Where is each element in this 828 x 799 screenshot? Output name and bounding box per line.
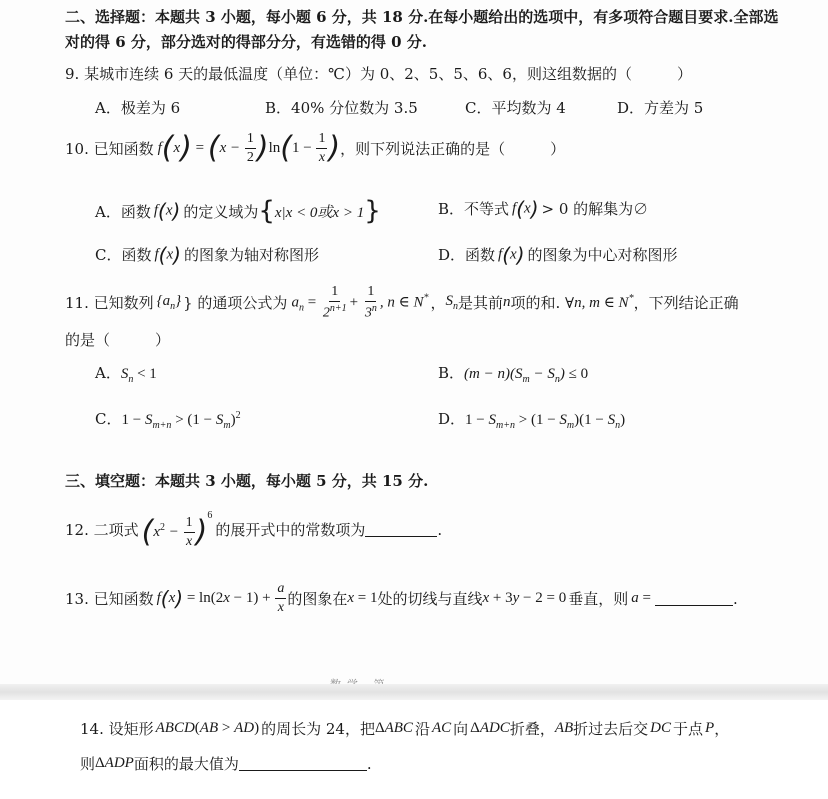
q10-option-a: A．函数 f(x) 的定义域为 { x|x < 0或x > 1 } — [95, 196, 381, 226]
exam-page-bottom — [0, 700, 828, 799]
q9-option-b: B．40% 分位数为 3.5 — [265, 99, 418, 117]
q9-option-c: C．平均数为 4 — [465, 99, 566, 117]
q12-answer-blank[interactable] — [365, 522, 437, 537]
q14-answer-blank[interactable] — [239, 756, 367, 771]
q11-option-c: C．$1 - S_{m+n} > (1 - S_m)^2$ — [95, 410, 241, 431]
section-2-heading-line2: 对的得 6 分，部分选对的得部分分，有选错的得 0 分. — [65, 33, 427, 51]
q11-option-b: B．$(m - n)(S_m - S_n) \le 0$ — [438, 364, 589, 385]
question-13: 13. 已知函数 f(x) = ln(2x − 1) + $\frac{a}{x}$ 的图象在 x = 1 处的切线与直线 x + 3y − 2 = 0 垂直，则 a = . — [65, 581, 738, 615]
q13-answer-blank[interactable] — [655, 591, 733, 606]
q11-option-a: A．$S_n < 1$ — [95, 364, 157, 385]
question-11-stem-line2: 的是（ ） — [65, 331, 171, 349]
q11-option-d: D．$1 - S_{m+n} > (1 - S_m)(1 - S_n)$ — [438, 410, 626, 431]
q9-option-d: D．方差为 5 — [617, 99, 704, 117]
q9-option-a: A．极差为 6 — [95, 99, 181, 117]
question-14-line1: 14. 设矩形 ABCD(AB > AD) 的周长为 24，把 ΔABC 沿 AC 向 ΔADC 折叠， AB 折过去后交 DC 于点 P ， — [80, 720, 730, 738]
q10-formula: f(x) = (x − $\frac{1}{2}$ )ln(1 − $\frac{1}{x}$ ) — [157, 130, 341, 166]
q10-option-b: B．不等式 f(x) > 0 的解集为∅ — [438, 196, 649, 221]
section-2-heading-line1: 二、选择题：本题共 3 小题，每小题 6 分，共 18 分.在每小题给出的选项中，有多项符合题目要求.全部选 — [65, 8, 779, 26]
q10-option-c: C．函数 f(x) 的图象为轴对称图形 — [95, 242, 319, 267]
question-10-stem — [65, 132, 565, 165]
question-12: 12. 二项式 ($x^2$ − $\frac{1}{x}$ )$^6$ 的展开式中的常数项为 . — [65, 510, 443, 550]
q10-tail: ，则下列说法正确的是（ ） — [340, 140, 566, 158]
question-14-line2: 则 ΔADP 面积的最大值为 . — [80, 754, 372, 773]
section-3-heading: 三、填空题：本题共 3 小题，每小题 5 分，共 15 分. — [65, 472, 429, 490]
page-break-divider — [0, 684, 828, 700]
q10-option-d: D．函数 f(x) 的图象为中心对称图形 — [438, 242, 678, 267]
question-9-stem: 9. 某城市连续 6 天的最低温度（单位：℃）为 0、2、5、5、6、6，则这组数据的（ ） — [65, 65, 692, 83]
question-11-stem: 11. 已知数列 $\{a_n\}$ } 的通项公式为 $a_n$ = $\frac{1}{2^{n+1}}$ + $\frac{1}{3^n}$ , n ∈ N* ， $S_n$ 是其前 n 项的和. ∀ n, m ∈ N* ，下列结论正确 — [65, 284, 739, 321]
q10-number: 10. 已知函数 — [65, 140, 154, 158]
